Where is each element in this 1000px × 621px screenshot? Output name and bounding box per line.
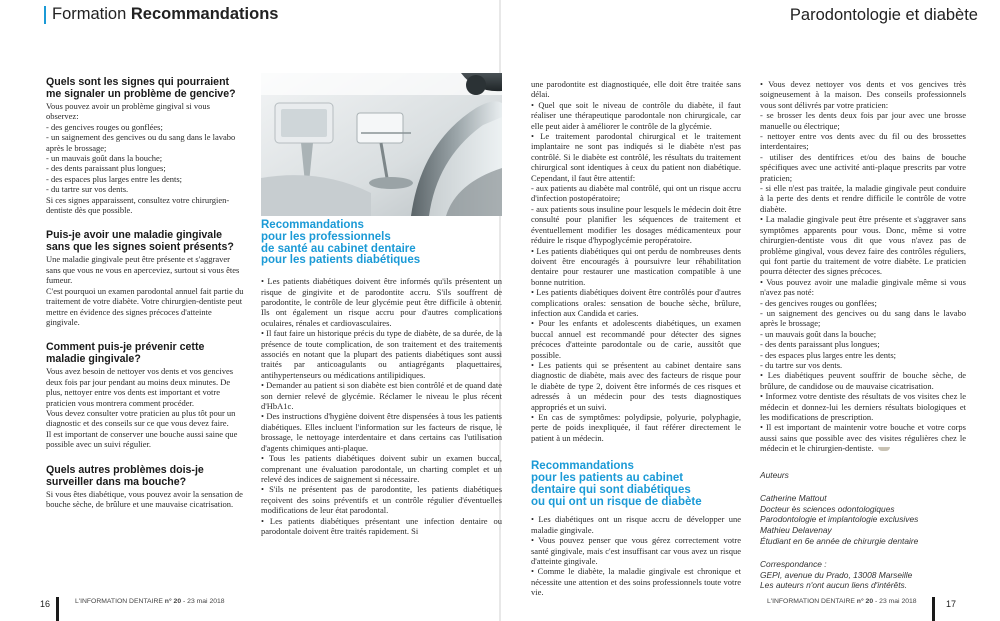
footer-bar-right bbox=[932, 597, 935, 621]
header-right bbox=[500, 0, 1000, 30]
author-name: Mathieu Delavenay bbox=[760, 525, 832, 536]
faq-question: Comment puis-je prévenir cette maladie gingivale? bbox=[46, 341, 205, 366]
page-number-right: 17 bbox=[946, 599, 957, 609]
column-1 bbox=[46, 76, 244, 520]
footer-right: L'INFORMATION DENTAIRE n° 20 - 23 mai 2018 bbox=[767, 598, 917, 605]
faq-question: Puis-je avoir une maladie gingivale sans que les signes soient présents? bbox=[46, 229, 234, 254]
author-title: Parodontologie et implantologie exclusives bbox=[760, 514, 919, 525]
author-name: Catherine Mattout bbox=[760, 492, 827, 503]
patients-heading: Recommandations pour les patients au cabinet dentaire qui sont diabétiques ou qui ont un risque de diabète bbox=[531, 460, 702, 508]
faq-answer: Une maladie gingivale peut être présente et s'aggraver sans que vous ne vous en aperceviez, surtout si vous êtes fumeur. C'est pourquoi un examen parodontal annuel fait partie du traitement de votre diabète. Votre chirurgien-dentiste peut mettre en évidence des signes précoces d'atteinte gingivale. bbox=[46, 254, 244, 327]
dental-chair-photo bbox=[261, 73, 502, 216]
correspondence-address: GEPI, avenue du Prado, 13008 Marseille bbox=[760, 569, 913, 580]
professionals-heading: Recommandations pour les professionnels de santé au cabinet dentaire pour les patients diabétiques bbox=[261, 219, 421, 267]
faq-question: Quels autres problèmes dois-je surveiller dans ma bouche? bbox=[46, 463, 204, 488]
faq-section bbox=[46, 464, 244, 510]
article-end-mark bbox=[878, 447, 890, 451]
header-accent-bar bbox=[44, 6, 46, 24]
article-topic: Parodontologie et diabète bbox=[789, 5, 978, 24]
column-4 bbox=[760, 79, 966, 454]
header-left bbox=[0, 0, 500, 30]
footer-left: L'INFORMATION DENTAIRE n° 20 - 23 mai 2018 bbox=[75, 598, 225, 605]
faq-section bbox=[46, 76, 244, 215]
faq-answer: Si vous êtes diabétique, vous pouvez avoir la sensation de bouche sèche, de brûlure et une mauvaise cicatrisation. bbox=[46, 488, 243, 509]
conflict-of-interest: Les auteurs n'ont aucun liens d'intérêts. bbox=[760, 580, 908, 591]
professionals-recommendations-continued: une parodontite est diagnostiquée, elle doit être traitée sans délai. • Quel que soit le niveau de contrôle du diabète, il faut réaliser une thérapeutique parodontale non chirurgicale, car elle peut aider à améliorer le contrôle de la glycémie. • Le traitement parodontal chirurgical et le traitement implantaire ne sont pas indiqués si le diabète n'est pas contrôlé. Si le diabète est contrôlé, les résultats du traitement chirurgical sont identiques à ceux du patient non diabétique. Cependant, il faut être attentif: - aux patients au diabète mal contrôlé, qui ont un risque accru d'infection postopératoire; - aux patients sous insuline pour lesquels le médecin doit être consulté pour planifier les séquences de traitement et éventuellement modifier les dosages médicamenteux pour réduire le risque d'hypoglycémie peropératoire. • Les patients diabétiques qui ont perdu de nombreuses dents doivent être encouragés à poursuivre leur réhabilitation dentaire pour restaurer une mastication compatible à une bonne nutrition. • Les patients diabétiques doivent être contrôlés pour d'autres complications orales: sensation de bouche sèche, brûlure, infection aux Candida et caries. • Pour les enfants et adolescents diabétiques, un examen buccal annuel est recommandé pour détecter des signes précoces d'atteinte parodontale ou de carie, aussitôt que possible. • Les patients qui se présentent au cabinet dentaire sans diagnostic de diabète, mais avec des facteurs de risque pour le diabète de type 2, doivent être informés de ces risques et adressés à un médecin pour des tests diagnostiques appropriés et un suivi. • En cas de symptômes: polydipsie, polyurie, polyphagie, perte de poids inexpliquée, il faut référer directement le patient à un médecin. bbox=[531, 79, 741, 443]
footer-bar-left bbox=[56, 597, 59, 621]
author-title: Docteur ès sciences odontologiques bbox=[760, 503, 895, 514]
professionals-recommendations: • Les patients diabétiques doivent être informés qu'ils présentent un risque de gingivite et de parodontite accru. S'ils souffrent de parodontite, le contrôle de leur glycémie peut être difficile à obtenir. Ils ont également un risque accru pour d'autres complications oculaires, rénales et cardiovasculaires. • Il faut faire un historique précis du type de diabète, de sa durée, de la présence de toute complication, de son traitement et des traitements associés en notant que la plupart des patients diabétiques sont aussi traités par anticoagulants ou antiagrégants plaquettaires, antihypertenseurs ou médications antilipidiques. • Demander au patient si son diabète est bien contrôlé et de quand date son dernier relevé de glycémie. Réclamer le niveau le plus récent d'HbA1c. • Des instructions d'hygiène doivent être dispensées à tous les patients diabétiques. Elles incluent l'information sur les facteurs de risque, le brossage, le nettoyage interdentaire et dans certains cas l'utilisation d'agents chimiques anti-plaque. • Tous les patients diabétiques doivent subir un examen buccal, comprenant une évaluation parodontale, un charting complet et un relevé des indices de saignement si nécessaire. • S'ils ne présentent pas de parodontite, les patients diabétiques reçoivent des soins préventifs et un contrôle régulier d'éventuelles modifications de leur état parodontal. • Les patients diabétiques présentant une infection dentaire ou parodontale doivent être traités rapidement. Si bbox=[261, 276, 502, 536]
authors-label: Auteurs bbox=[760, 470, 789, 480]
column-2 bbox=[261, 220, 502, 536]
faq-question: Quels sont les signes qui pourraient me signaler un problème de gencive? bbox=[46, 76, 236, 100]
patients-recommendations-continued: • Vous devez nettoyer vos dents et vos gencives très soigneusement à la maison. Des conseils professionnels vous sont délivrés par votre praticien: - se brosser les dents deux fois par jour avec une brosse manuelle ou électrique; - nettoyer entre vos dents avec du fil ou des brossettes interdentaires; - utiliser des dentifrices et/ou des bains de bouche spécifiques avec une activité anti-plaque prescrits par votre praticien; - si elle n'est pas traitée, la maladie gingivale peut conduire à la perte des dents et rendre difficile le contrôle de votre diabète. • La maladie gingivale peut être présente et s'aggraver sans symptômes apparents pour vous. Donc, même si votre chirurgien-dentiste vous dit que vous n'avez pas de problème gingival, vous devez faire des contrôles réguliers, qui font partie du traitement de votre diabète. Le praticien pourra détecter des signes précoces. • Vous pouvez avoir une maladie gingivale même si vous n'avez pas noté: - des gencives rouges ou gonflées; - un saignement des gencives ou du sang dans le lavabo après le brossage; - un mauvais goût dans la bouche; - des dents paraissant plus longues; - des espaces plus larges entre les dents; - du tartre sur vos dents. • Les diabétiques peuvent souffrir de bouche sèche, de brûlure, de candidose ou de mauvaise cicatrisation. • Informez votre dentiste des résultats de vos visites chez le médecin et donnez-lui les derniers résultats biologiques et les modifications de prescription. • Il est important de maintenir votre bouche et votre corps aussi sains que possible avec des visites régulières chez le médecin et le chirurgien-dentiste. bbox=[760, 79, 966, 454]
faq-section bbox=[46, 229, 244, 327]
patients-recommendations: • Les diabétiques ont un risque accru de développer une maladie gingivale. • Vous pouvez penser que vous gérez correctement votre santé gingivale, mais c'est insuffisant car vous avez un risque d'atteinte gingivale. • Comme le diabète, la maladie gingivale est chronique et nécessite une attention et des soins professionnels toute votre vie. bbox=[531, 514, 741, 598]
faq-section bbox=[46, 341, 244, 449]
page-number-left: 16 bbox=[40, 599, 51, 609]
correspondence-label: Correspondance : bbox=[760, 558, 827, 569]
authors-block bbox=[760, 470, 970, 591]
section-title: Formation Recommandations bbox=[52, 5, 279, 23]
column-3 bbox=[531, 79, 741, 598]
faq-answer: Vous pouvez avoir un problème gingival si vous observez: - des gencives rouges ou gonflées; - un saignement des gencives ou du sang dans le lavabo après le brossage; - un mauvais goût dans la bouche; - des dents paraissant plus longues; - des espaces plus larges entre les dents; - du tartre sur vos dents. Si ces signes apparaissent, consultez votre chirurgien-dentiste dès que possible. bbox=[46, 101, 236, 216]
author-title: Étudiant en 6e année de chirurgie dentaire bbox=[760, 535, 919, 546]
faq-answer: Vous avez besoin de nettoyer vos dents et vos gencives deux fois par jour pendant au moins deux minutes. De plus, nettoyer entre vos dents est important et votre praticien vous montrera comment procéder. Vous devez consulter votre praticien au plus tôt pour un diagnostic et des conseils sur ce que vous devez faire. Il est important de conserver une bouche aussi saine que possible avec un suivi régulier. bbox=[46, 366, 238, 450]
